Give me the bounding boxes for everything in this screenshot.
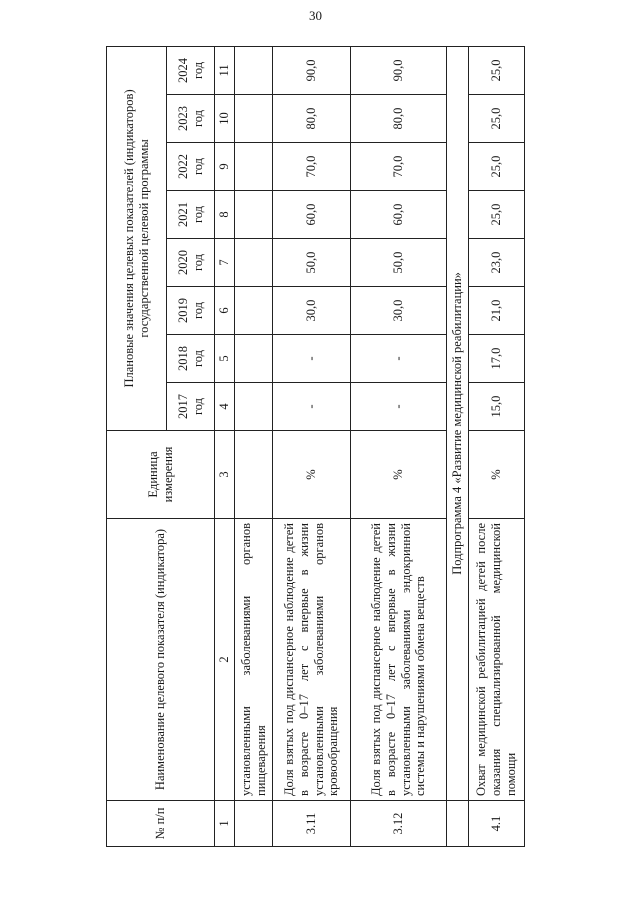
value-cell: -	[351, 383, 447, 431]
row-number: 3.11	[273, 801, 351, 847]
indicator-unit: %	[273, 431, 351, 519]
indicator-unit: %	[469, 431, 525, 519]
value-cell: 90,0	[351, 46, 447, 94]
header-unit: Единица измерения	[107, 431, 215, 519]
table-row	[273, 46, 351, 846]
column-number: 1	[215, 801, 235, 847]
header-planned: Плановые значения целевых показателей (индикаторов) государственной целевой программы	[107, 46, 167, 430]
header-no: № п/п	[107, 801, 215, 847]
table-row	[351, 46, 447, 846]
indicator-name: Доля взятых под диспансерное наблюдение детей в возрасте 0–17 лет с впервые в жизни установленными заболеваниями эндокринной системы и нарушениями обмена веществ	[351, 519, 447, 801]
value-cell: 50,0	[351, 239, 447, 287]
header-year: 2024 год	[167, 46, 215, 94]
value-cell: 70,0	[351, 143, 447, 191]
value-cell	[235, 335, 273, 383]
value-cell: 30,0	[351, 287, 447, 335]
value-cell: 25,0	[469, 143, 525, 191]
value-cell	[235, 143, 273, 191]
column-number: 6	[215, 287, 235, 335]
column-number: 7	[215, 239, 235, 287]
value-cell: 15,0	[469, 383, 525, 431]
value-cell: 60,0	[273, 191, 351, 239]
header-year: 2022 год	[167, 143, 215, 191]
value-cell	[235, 239, 273, 287]
header-year: 2023 год	[167, 95, 215, 143]
row-number	[235, 801, 273, 847]
subprogram-title: Подпрограмма 4 «Развитие медицинской реабилитации»	[447, 46, 469, 800]
value-cell: -	[351, 335, 447, 383]
table-row	[469, 46, 525, 846]
value-cell	[235, 191, 273, 239]
value-cell: -	[273, 335, 351, 383]
indicator-unit	[235, 431, 273, 519]
indicator-name: Охват медицинской реабилитацией детей после оказания специализированной медицинской помощи	[469, 519, 525, 801]
column-number: 11	[215, 46, 235, 94]
value-cell: 25,0	[469, 46, 525, 94]
value-cell: 50,0	[273, 239, 351, 287]
value-cell: 70,0	[273, 143, 351, 191]
column-number: 10	[215, 95, 235, 143]
column-number: 2	[215, 519, 235, 801]
value-cell	[235, 383, 273, 431]
value-cell: 23,0	[469, 239, 525, 287]
indicator-name: установленными заболеваниями органов пищеварения	[235, 519, 273, 801]
column-number: 3	[215, 431, 235, 519]
header-year: 2017 год	[167, 383, 215, 431]
column-number: 5	[215, 335, 235, 383]
header-year: 2018 год	[167, 335, 215, 383]
subprogram-empty-cell	[447, 801, 469, 847]
header-year: 2020 год	[167, 239, 215, 287]
column-number: 8	[215, 191, 235, 239]
value-cell: 25,0	[469, 191, 525, 239]
row-number: 4.1	[469, 801, 525, 847]
indicators-table	[106, 46, 525, 847]
value-cell	[235, 46, 273, 94]
value-cell: 80,0	[351, 95, 447, 143]
header-year: 2021 год	[167, 191, 215, 239]
value-cell	[235, 287, 273, 335]
value-cell: 80,0	[273, 95, 351, 143]
value-cell: -	[273, 383, 351, 431]
indicator-name: Доля взятых под диспансерное наблюдение детей в возрасте 0–17 лет с впервые в жизни установленными заболеваниями органов кровообращения	[273, 519, 351, 801]
column-number-row	[215, 46, 235, 846]
value-cell: 30,0	[273, 287, 351, 335]
value-cell	[235, 95, 273, 143]
rotated-table-container	[106, 47, 524, 847]
page-number: 30	[309, 8, 322, 23]
subprogram-row	[447, 46, 469, 846]
table-row	[235, 46, 273, 846]
value-cell: 21,0	[469, 287, 525, 335]
header-year: 2019 год	[167, 287, 215, 335]
value-cell: 60,0	[351, 191, 447, 239]
header-row-1	[107, 46, 167, 846]
column-number: 4	[215, 383, 235, 431]
value-cell: 17,0	[469, 335, 525, 383]
column-number: 9	[215, 143, 235, 191]
row-number: 3.12	[351, 801, 447, 847]
value-cell: 25,0	[469, 95, 525, 143]
indicator-unit: %	[351, 431, 447, 519]
value-cell: 90,0	[273, 46, 351, 94]
header-name: Наименование целевого показателя (индикатора)	[107, 519, 215, 801]
